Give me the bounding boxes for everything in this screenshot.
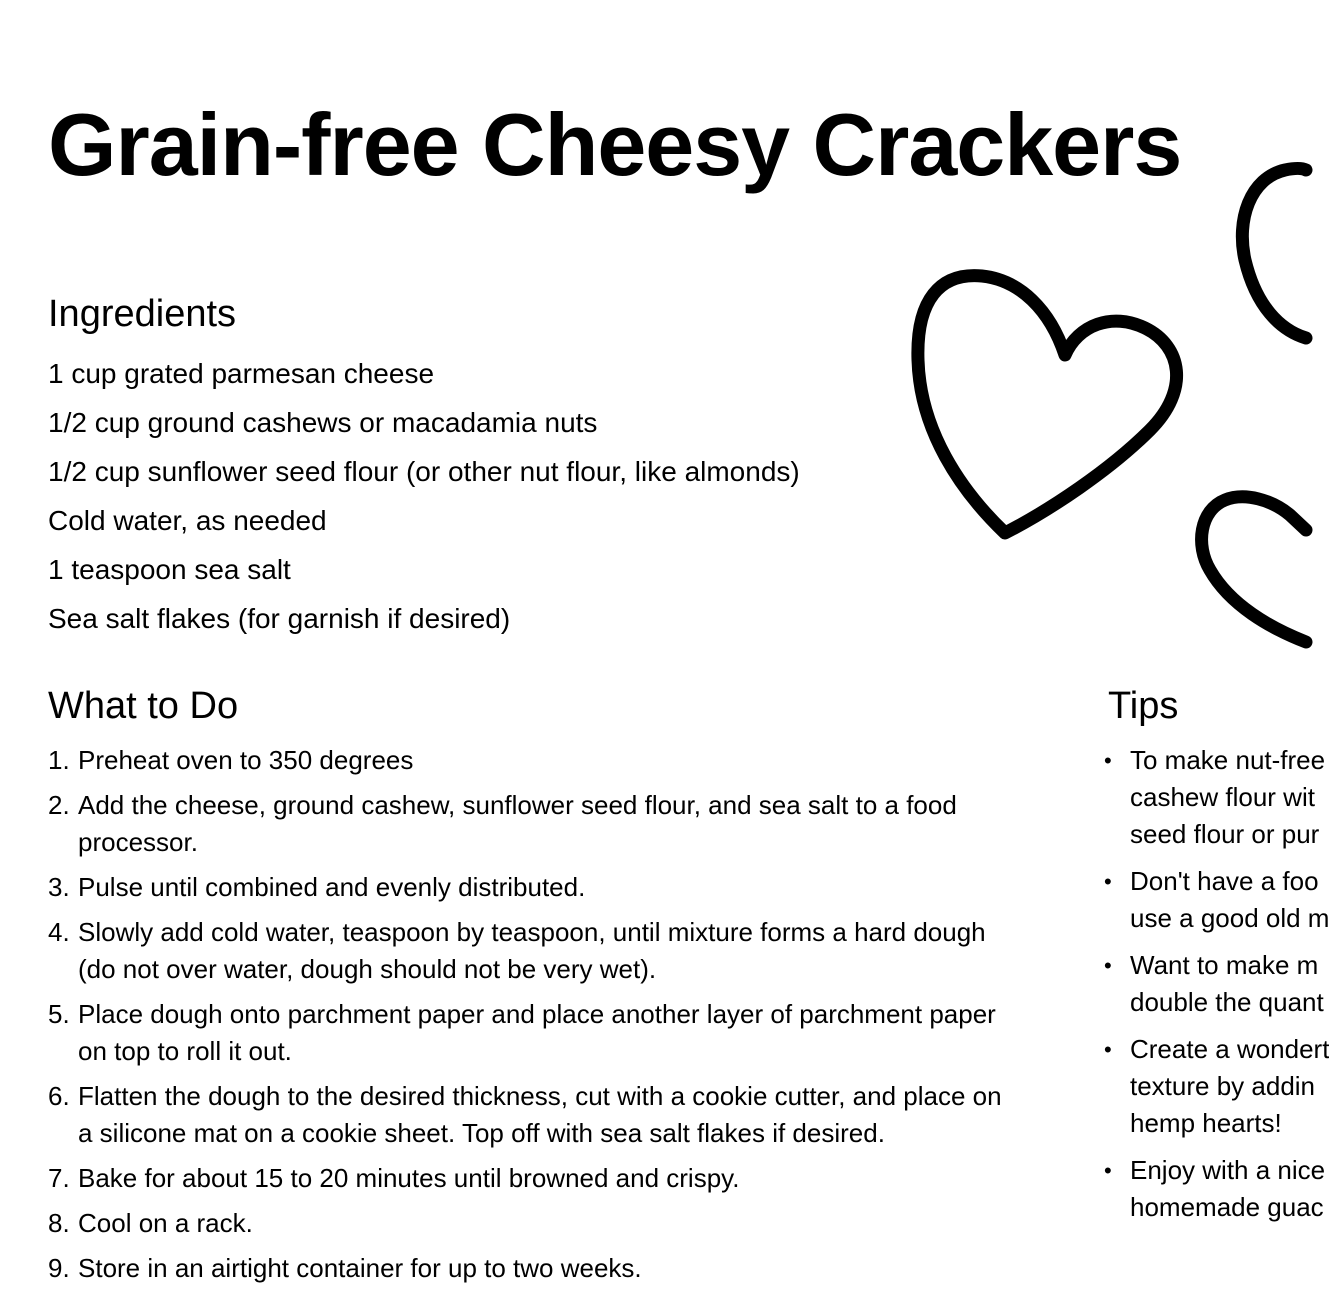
- tips-heading: Tips: [1108, 685, 1179, 727]
- tip-item: [1104, 1152, 1326, 1226]
- ingredient-item: 1 cup grated parmesan cheese: [48, 358, 435, 389]
- ingredient-item: 1/2 cup sunflower seed flour (or other nut flour, like almonds): [48, 456, 800, 487]
- step-item: [48, 914, 1018, 988]
- step-text: Pulse until combined and evenly distributed.: [78, 872, 586, 902]
- step-text: Place dough onto parchment paper and place another layer of parchment paper on top to roll it out.: [78, 999, 996, 1066]
- step-number: 3.: [48, 872, 70, 902]
- step-text: Store in an airtight container for up to two weeks.: [78, 1253, 642, 1283]
- tip-line: Don't have a foo: [1130, 866, 1319, 896]
- step-number: 7.: [48, 1163, 70, 1193]
- step-item: [48, 1250, 1018, 1287]
- step-item: [48, 1160, 1018, 1197]
- ingredient-item: 1/2 cup ground cashews or macadamia nuts: [48, 407, 598, 438]
- step-text: Cool on a rack.: [78, 1208, 253, 1238]
- step-number: 4.: [48, 917, 70, 947]
- step-text: Flatten the dough to the desired thickness, cut with a cookie cutter, and place on a silicone mat on a cookie sheet. Top off with sea salt flakes if desired.: [78, 1081, 1002, 1148]
- steps-heading: What to Do: [48, 685, 239, 727]
- heart-outline-icon: [1202, 497, 1306, 642]
- heart-outline-icon: [1242, 169, 1306, 339]
- step-text: Add the cheese, ground cashew, sunflower seed flour, and sea salt to a food processor.: [78, 790, 957, 857]
- tips-list: [1104, 742, 1329, 1236]
- tip-text: [1130, 742, 1325, 853]
- heart-outline-icon: [918, 276, 1177, 533]
- step-number: 8.: [48, 1208, 70, 1238]
- step-number: 5.: [48, 999, 70, 1029]
- tip-line: To make nut-free: [1130, 745, 1326, 775]
- hearts-decoration: [900, 150, 1306, 660]
- step-item: [48, 742, 1018, 779]
- step-number: 1.: [48, 745, 70, 775]
- ingredient-item: Sea salt flakes (for garnish if desired): [48, 603, 511, 634]
- tip-line: homemade guac: [1130, 1192, 1324, 1222]
- bullet-icon: •: [1104, 869, 1112, 894]
- tip-line: double the quant: [1130, 987, 1324, 1017]
- step-text: Bake for about 15 to 20 minutes until browned and crispy.: [78, 1163, 740, 1193]
- step-text: Preheat oven to 350 degrees: [78, 745, 414, 775]
- step-number: 2.: [48, 790, 70, 820]
- ingredients-list: [48, 352, 800, 646]
- step-number: 9.: [48, 1253, 70, 1283]
- tip-text: [1130, 1152, 1325, 1226]
- step-item: [48, 996, 1018, 1070]
- step-item: [48, 869, 1018, 906]
- bullet-icon: •: [1104, 953, 1112, 978]
- tip-line: Enjoy with a nice: [1130, 1155, 1326, 1185]
- tip-text: [1130, 947, 1324, 1021]
- tip-line: Want to make m: [1130, 950, 1319, 980]
- step-text: Slowly add cold water, teaspoon by teaspoon, until mixture forms a hard dough (do not over water, dough should not be very wet).: [78, 917, 986, 984]
- bullet-icon: •: [1104, 1158, 1112, 1183]
- tip-line: hemp hearts!: [1130, 1108, 1282, 1138]
- tip-line: seed flour or pur: [1130, 819, 1320, 849]
- tip-line: texture by addin: [1130, 1071, 1316, 1101]
- page-title: Grain-free Cheesy Crackers: [48, 95, 1182, 194]
- ingredient-item: Cold water, as needed: [48, 505, 327, 536]
- tip-line: cashew flour wit: [1130, 782, 1315, 812]
- tip-item: [1104, 742, 1326, 853]
- tip-item: [1104, 863, 1329, 937]
- bullet-icon: •: [1104, 1037, 1112, 1062]
- tip-text: [1130, 1031, 1329, 1142]
- step-item: [48, 787, 1018, 861]
- tip-line: Create a wondert: [1130, 1034, 1329, 1064]
- ingredients-heading: Ingredients: [48, 293, 237, 335]
- steps-list: [48, 742, 1018, 1295]
- tip-item: [1104, 947, 1324, 1021]
- tip-line: use a good old m: [1130, 903, 1329, 933]
- bullet-icon: •: [1104, 748, 1112, 773]
- step-item: [48, 1205, 1018, 1242]
- tip-text: [1130, 863, 1329, 937]
- step-item: [48, 1078, 1018, 1152]
- tip-item: [1104, 1031, 1329, 1142]
- ingredient-item: 1 teaspoon sea salt: [48, 554, 291, 585]
- step-number: 6.: [48, 1081, 70, 1111]
